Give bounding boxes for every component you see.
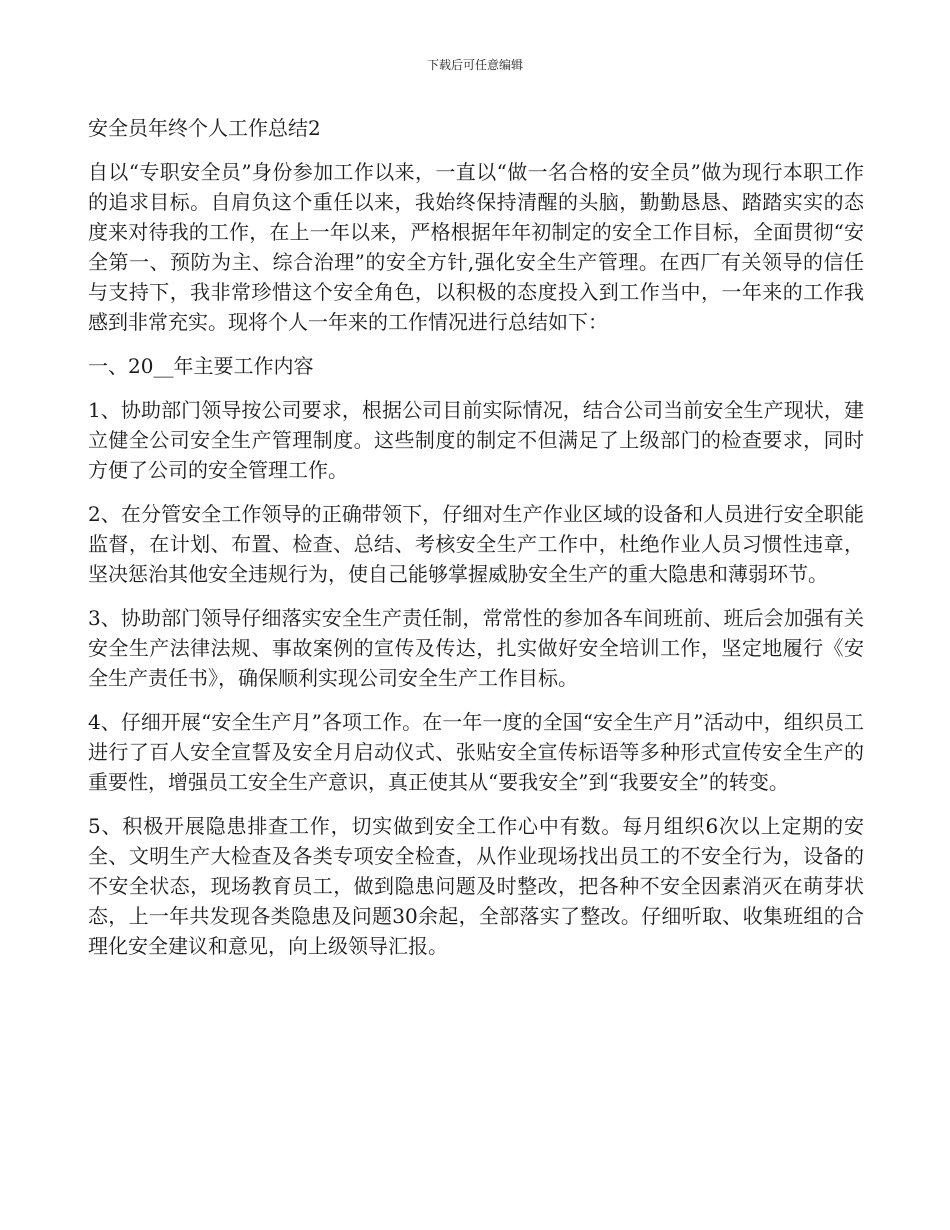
intro-paragraph: 自以“专职安全员”身份参加工作以来，一直以“做一名合格的安全员”做为现行本职工作的追求目标。自肩负这个重任以来，我始终保持清醒的头脑，勤勤恳恳、踏踏实实的态度来对待我的工作，在上一年以来，严格根据年年初制定的安全工作目标，全面贯彻“安全第一、预防为主、综合治理”的安全方针,强化安全生产管理。在西厂有关领导的信任与支持下，我非常珍惜这个安全角色，以积极的态度投入到工作当中，一年来的工作我感到非常充实。现将个人一年来的工作情况进行总结如下： bbox=[88, 160, 864, 334]
list-item-4: 4、仔细开展“安全生产月”各项工作。在一年一度的全国“安全生产月”活动中，组织员工进行了百人安全宣誓及安全月启动仪式、张贴安全宣传标语等多种形式宣传安全生产的重要性，增强员工安全生产意识，真正使其从“要我安全”到“我要安全”的转变。 bbox=[88, 710, 864, 794]
document-body bbox=[88, 113, 864, 975]
list-item-5: 5、积极开展隐患排查工作，切实做到安全工作心中有数。每月组织6次以上定期的安全、文明生产大检查及各类专项安全检查，从作业现场找出员工的不安全行为，设备的不安全状态，现场教育员工，做到隐患问题及时整改，把各种不安全因素消灭在萌芽状态，上一年共发现各类隐患及问题30余起，全部落实了整改。仔细听取、收集班组的合理化安全建议和意见，向上级领导汇报。 bbox=[88, 814, 864, 958]
list-item-2: 2、在分管安全工作领导的正确带领下，仔细对生产作业区域的设备和人员进行安全职能监督，在计划、布置、检查、总结、考核安全生产工作中，杜绝作业人员习惯性违章，坚决惩治其他安全违规行为，使自己能够掌握威胁安全生产的重大隐患和薄弱环节。 bbox=[88, 502, 864, 586]
document-title: 安全员年终个人工作总结2 bbox=[88, 116, 321, 140]
list-item-1: 1、协助部门领导按公司要求，根据公司目前实际情况，结合公司当前安全生产现状，建立健全公司安全生产管理制度。这些制度的制定不但满足了上级部门的检查要求，同时方便了公司的安全管理工作。 bbox=[88, 398, 864, 482]
section-heading: 一、20__年主要工作内容 bbox=[88, 354, 314, 378]
header-note: 下载后可任意编辑 bbox=[426, 58, 523, 72]
list-item-3: 3、协助部门领导仔细落实安全生产责任制，常常性的参加各车间班前、班后会加强有关安全生产法律法规、事故案例的宣传及传达，扎实做好安全培训工作，坚定地履行《安全生产责任书》，确保顺利实现公司安全生产工作目标。 bbox=[88, 606, 864, 690]
